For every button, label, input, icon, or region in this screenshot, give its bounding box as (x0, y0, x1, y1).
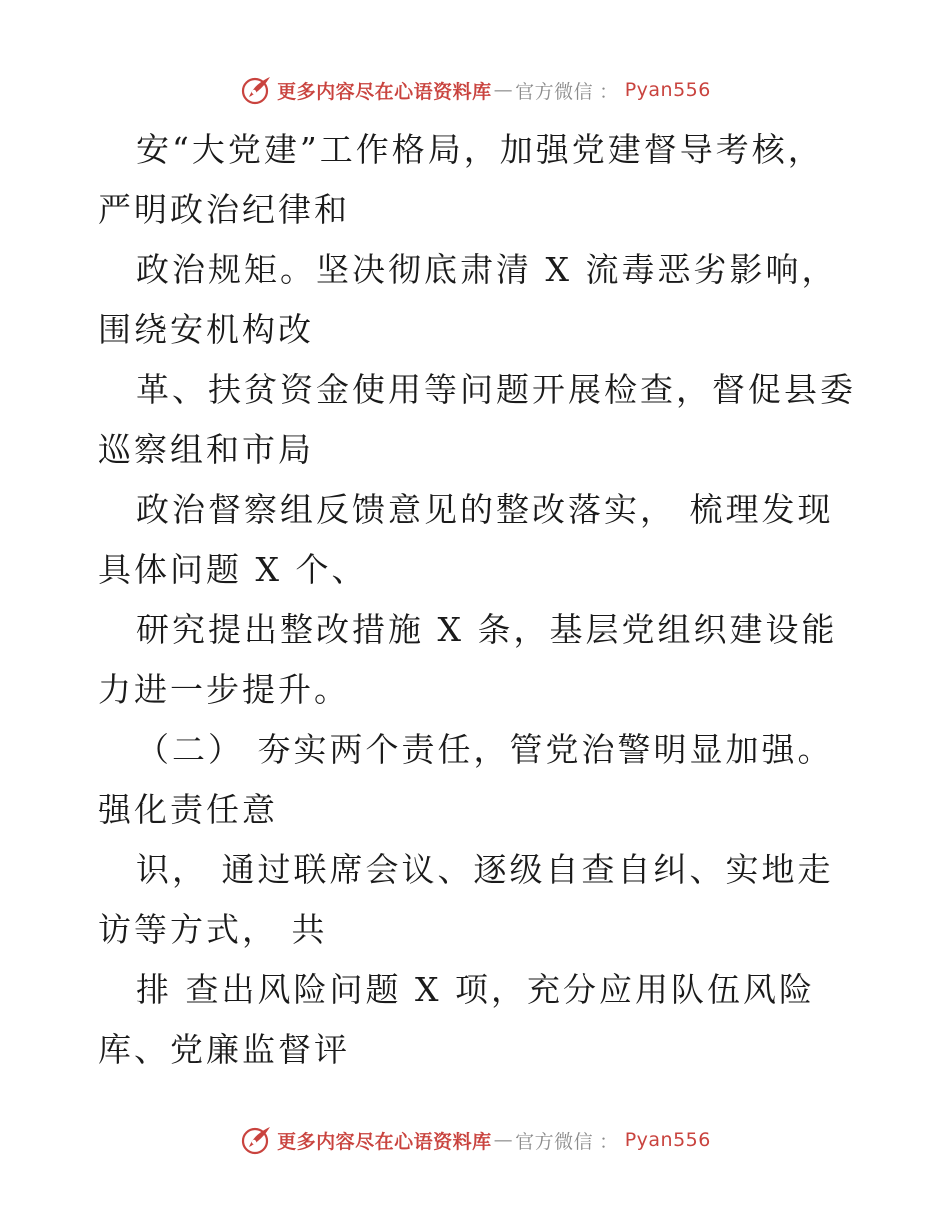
paragraph: 安“大党建”工作格局，加强党建督导考核，严明政治纪律和 (98, 130, 824, 229)
header-dash: — (493, 79, 514, 101)
document-body (98, 120, 858, 1080)
paragraph: 排 查出风险问题 X 项，充分应用队伍风险库、党廉监督评 (98, 970, 815, 1069)
footer-dash: — (493, 1129, 514, 1151)
footer-site-text: 更多内容尽在心语资料库 (277, 1130, 492, 1153)
paragraph: 识， 通过联席会议、逐级自查自纠、实地走访等方式， 共 (98, 850, 834, 949)
paragraph: 革、扶贫资金使用等问题开展检查，督促县委巡察组和市局 (98, 370, 856, 469)
quill-logo-icon (239, 73, 273, 107)
header-banner (0, 70, 950, 110)
footer-wechat-id: Pyan556 (624, 1129, 711, 1151)
header-official-text: 官方微信 (515, 80, 594, 103)
header-wechat-id: Pyan556 (624, 79, 711, 101)
footer-official-text: 官方微信 (515, 1130, 594, 1153)
header-site-text: 更多内容尽在心语资料库 (277, 80, 492, 103)
footer-separator: ： (599, 1130, 619, 1153)
paragraph: （二） 夯实两个责任，管党治警明显加强。强化责任意 (98, 730, 834, 829)
quill-logo-icon (239, 1123, 273, 1157)
header-separator: ： (599, 80, 619, 103)
paragraph: 研究提出整改措施 X 条，基层党组织建设能力进一步提升。 (98, 610, 838, 709)
paragraph: 政治督察组反馈意见的整改落实， 梳理发现具体问题 X 个、 (98, 490, 834, 589)
footer-banner (0, 1120, 950, 1160)
paragraph: 政治规矩。坚决彻底肃清 X 流毒恶劣影响，围绕安机构改 (98, 250, 838, 349)
